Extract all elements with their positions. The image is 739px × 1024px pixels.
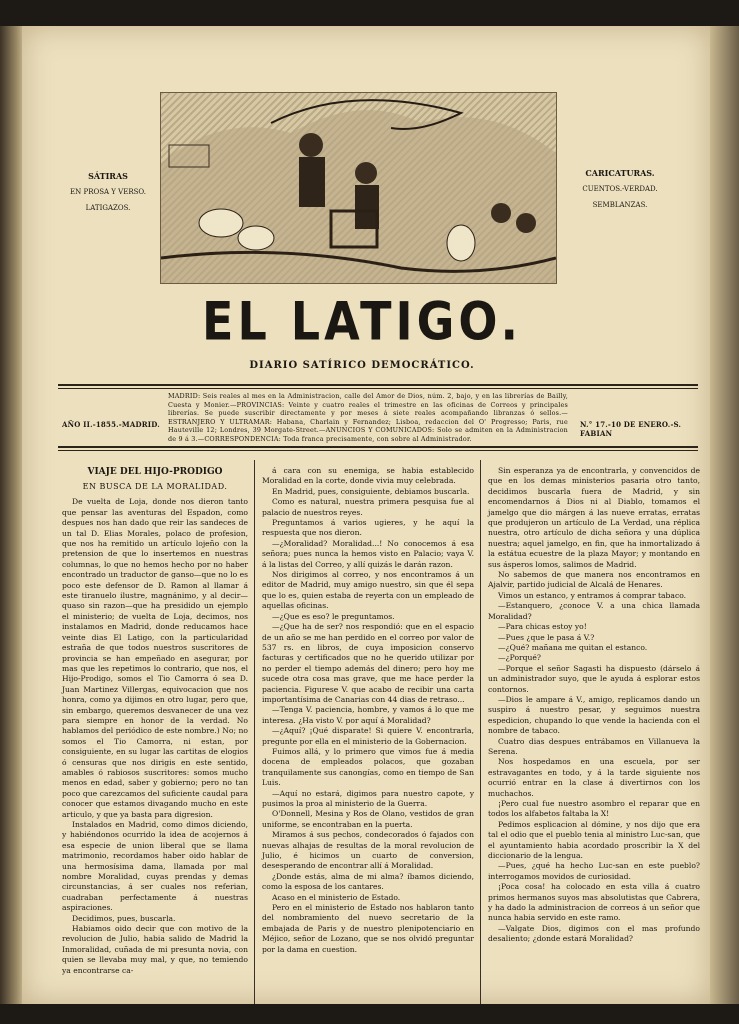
article-headline: VIAJE DEL HIJO-PRODIGO xyxy=(87,467,223,477)
paragraph: —Dios le ampare á V., amigo, replicamos dando un suspiro á nuestro pesar, y seguimos nuestra espedicion, chupando lo que vende la hacienda con el nombre de tabaco. xyxy=(488,694,700,736)
newspaper-title: EL LATIGO. xyxy=(202,289,522,353)
paragraph: Nos hospedamos en una escuela, por ser estravagantes en todo, y á la tarde siguiente nos ocurrió entrar en la clase á divertirnos con los muchachos. xyxy=(488,757,700,798)
paragraph: —Pues ¿que le pasa á V.? xyxy=(498,632,595,642)
info-rule xyxy=(58,446,698,448)
paragraph: —Para chicas estoy yo! xyxy=(498,622,587,632)
paragraph: Fuimos allá, y lo primero que vimos fue á media docena de empleados polacos, que gozaban tranquilamente sus canongías, como en tiempo de San Luis. xyxy=(262,746,474,788)
page-edge xyxy=(710,26,739,1004)
newspaper-subtitle: DIARIO SATÍRICO DEMOCRÁTICO. xyxy=(249,360,475,371)
masthead-right-line: SEMBLANZAS. xyxy=(592,201,648,209)
paragraph: —¿Moralidad? Moralidad...! No conocemos á esa señora; pues nunca la hemos visto en Palacio; vaya V. á la listas del Correo, y allí quizás le darán razon. xyxy=(262,538,474,569)
paragraph: O'Donnell, Mesina y Ros de Olano, vestidos de gran uniforme, se encontraban en la puerta. xyxy=(262,809,474,829)
top-rule-thin xyxy=(58,388,698,389)
engraving-svg xyxy=(161,93,556,283)
info-rule-thin xyxy=(58,450,698,451)
masthead-illustration xyxy=(160,92,557,284)
paragraph: Pedimos esplicacion al dómine, y nos dijo que era tal el odio que el pueblo tenia al ministro Luc-san, que el ayuntamiento habia acordado proscribir la X del diccionario de la lengua. xyxy=(488,819,700,861)
book-spine xyxy=(0,26,24,1004)
subscription-terms: MADRID: Seis reales al mes en la Administracion, calle del Amor de Dios, núm. 2, bajo, y en las librerías de Bailly, Cuesta y Monier.—PROVINCIAS: Veinte y cuatro reales el trimestre en las oficinas de Correos y principales librerías. Se puede suscribir directamente y por meses á siete reales acompañando libranzas ó sellos.—ESTRANJERO Y ULTRAMAR: Habana, Charlain y Fernandez; Lisboa, redaccion del O' Progresso; Paris, rue Hauteville 12; Londres, 39 Morgate-Street.—ANUNCIOS Y COMUNICADOS: Solo se admiten en la Administracion de 9 á 3.—CORRESPONDENCIA: Toda franca precisamente, con sobre al Administrador. xyxy=(168,392,568,443)
masthead-right-line: CARICATURAS. xyxy=(585,168,655,178)
paragraph: Habiamos oido decir que con motivo de la revolucion de Julio, habia salido de Madrid la Inmoralidad, cuñada de mi presunta novia, con quien se llevaba muy mal, y que, no temiendo ya encontrarse ca- xyxy=(62,924,248,975)
paragraph: Nos dirigimos al correo, y nos encontramos á un editor de Madrid, muy amigo nuestro, sin que él sepa que lo es, quien estaba de reyerta con un empleado de aquellas oficinas. xyxy=(262,570,474,611)
paragraph: De vuelta de Loja, donde nos dieron tanto que pensar las aventuras del Espadon, como despues nos han dado que reir las sandeces de un tal D. Elias Morales, polaco de profesion, que nos ha remitido un artículo lojeño con la pretension de que lo insertemos en nuestras columnas, lo que no hemos hecho por no haber encontrado un traductor de ganso—que no lo es poco este defensor de D. Ramon al llamar á este tiranuelo ilustre, magnánimo, y al decir—quaso sin razon—que ha presidido un ejemplo el ministerio; de vuelta de Loja, decimos, nos instalamos en Madrid, donde reducamos hace veinte dias El Latigo, con la particularidad estraña de que todos nuestros suscritores de provincia se han empeñado en asegurar, por mas que les repetimos lo contrario, que nos, el Hijo-Prodigo, somos el Tio Camorra ó sea D. Juan Martinez Villergas, equivocacion que nos honra, como ya dijimos en otro lugar, pero que, sin embargo, queremos desvanecer de una vez para siempre en honor de la verdad. No hablamos del periódico de este nombre.) No; no somos el Tio Camorra, ni estan, por consiguiente, en su lugar las cartitas de elogios ó censuras que nos dirigis en este sentido, amables ó rabiosos suscritores: somos mucho menos en edad, saber y gobierno; pero no tan poco que carezcamos del suficiente caudal para conocer que estamos divagando mucho en este articulo, y que ya basta para digresion. xyxy=(62,497,248,819)
paragraph: —Porque el señor Sagasti ha dispuesto (dárselo á un administrador suyo, que le ayuda á esplorar estos contornos. xyxy=(488,663,700,694)
paragraph: Sin esperanza ya de encontrarla, y convencidos de que en los demas ministerios pasaria otro tanto, decidimos buscarla fuera de Madrid, y sin encomendarnos á Dios ni al Diablo, tomamos el jamelgo que dio márgen á las nueve erratas, erratas que produjeron un artículo de La Verdad, una réplica nuestra, otro artículo de dicha señora y una dúplica nuestra; aquel jamelgo, en fin, que ha inmortalizado á la estátua ecuestre de la plaza Mayor; y montando en sus ásperos lomos, salimos de Madrid. xyxy=(488,466,700,569)
paragraph: —Estanquero, ¿conoce V. a una chica llamada Moralidad? xyxy=(488,601,700,621)
column-3 xyxy=(488,466,700,945)
column-divider xyxy=(480,460,481,1004)
paragraph: —¿Que ha de ser? nos respondió: que en el espacio de un año se me han perdido en el correo por valor de 537 rs. en libros, de cuya imposicion conservo facturas y certificados que no he querido utilizar por no perder el tiempo además del dinero; pero hoy me sucede otra cosa mas grave, que me hace perder la paciencia. Figurese V. que acabo de recibir una carta importantísima de Canarias con 44 dias de retraso... xyxy=(262,622,474,704)
column-2 xyxy=(262,466,474,955)
masthead-left xyxy=(62,171,154,213)
paragraph: —Valgate Dios, digimos con el mas profundo desaliento; ¿donde estará Moralidad? xyxy=(488,923,700,944)
paragraph: —¿Que es eso? le preguntamos. xyxy=(272,611,395,621)
paragraph: á cara con su enemiga, se habia establecido Moralidad en la corte, donde vivia muy celebrada. xyxy=(262,466,474,486)
paragraph: Acaso en el ministerio de Estado. xyxy=(272,892,401,902)
issue-year-place: AÑO II.-1855.-MADRID. xyxy=(62,420,160,429)
paragraph: Decidimos, pues, buscarla. xyxy=(72,913,176,923)
issue-number-date: N.° 17.-10 DE ENERO.-S. FABIAN xyxy=(580,420,682,438)
paragraph: ¡Poca cosa! ha colocado en esta villa á cuatro primos hermanos suyos mas absolutistas que Cabrera, y ha dado la administracion de correos á un señor que nunca habia servido en este ramo. xyxy=(488,882,700,923)
newspaper-page xyxy=(22,26,710,1004)
article-subheadline: EN BUSCA DE LA MORALIDAD. xyxy=(82,482,228,491)
column-1 xyxy=(62,466,248,976)
paragraph: Como es natural, nuestra primera pesquisa fue al palacio de nuestros reyes. xyxy=(262,497,474,517)
masthead-left-line: LATIGAZOS. xyxy=(85,204,131,212)
paragraph: Pero en el ministerio de Estado nos hablaron tanto del nombramiento del nuevo secretario de la embajada de Paris y de nuestro plenipotenciario en Méjico, señor de Lozano, que se nos olvidó preguntar por la dama en cuestion. xyxy=(262,903,474,954)
masthead-left-line: EN PROSA Y VERSO. xyxy=(70,188,146,196)
paragraph: En Madrid, pues, consiguiente, debiamos buscarla. xyxy=(272,486,470,496)
paragraph: ¡Pero cual fue nuestro asombro el reparar que en todos los alfabetos faltaba la X! xyxy=(488,799,700,819)
top-rule xyxy=(58,384,698,386)
masthead-left-line: SÁTIRAS xyxy=(88,171,128,181)
paragraph: Preguntamos á varios ugieres, y he aquí la respuesta que nos dieron. xyxy=(262,518,474,538)
masthead-right-line: CUENTOS.-VERDAD. xyxy=(582,185,658,193)
paragraph: —¿Qué? mañana me quitan el estanco. xyxy=(498,642,648,652)
paragraph: —¿Porqué? xyxy=(498,653,541,663)
paragraph: —¿Aquí? ¡Qué disparate! Si quiere V. encontrarla, pregunte por ella en el ministerio de la Gobernacion. xyxy=(262,726,474,746)
paragraph: Miramos á sus pechos, condecorados ó fajados con nuevas alhajas de resultas de la moral revolucion de Julio, é hicimos un cuarto de conversion, desesperando de encontrar allí á Moralidad. xyxy=(262,830,474,871)
paragraph: No sabemos de que manera nos encontramos en Ajalvir, partido judicial de Alcalá de Henares. xyxy=(488,570,700,590)
column-divider xyxy=(254,460,255,1004)
paragraph: Vimos un estanco, y entramos á comprar tabaco. xyxy=(498,590,687,600)
paragraph: —Aquí no estará, digimos para nuestro capote, y pusimos la proa al ministerio de la Guerra. xyxy=(262,788,474,808)
masthead-right xyxy=(570,168,670,210)
paragraph: ¿Donde estás, alma de mi alma? íbamos diciendo, como la esposa de los cantares. xyxy=(262,871,474,892)
paragraph: Instalados en Madrid, como dimos diciendo, y habiéndonos ocurrido la idea de acojernos á esa especie de union liberal que se llama matrimonio, recordamos haber oido hablar de una hermosísima dama, llamada por mal nombre Moralidad, cuyas prendas y demas circunstancias, á ser cuales nos referian, cuadraban perfectamente á nuestras aspiraciones. xyxy=(62,820,248,913)
paragraph: —Pues, ¿qué ha hecho Luc-san en este pueblo? interrogamos movidos de curiosidad. xyxy=(488,861,700,881)
paragraph: Cuatro dias despues entrábamos en Villanueva la Serena. xyxy=(488,736,700,756)
paragraph: —Tenga V. paciencia, hombre, y vamos á lo que me interesa. ¿Ha visto V. por aquí á Moralidad? xyxy=(262,705,474,725)
